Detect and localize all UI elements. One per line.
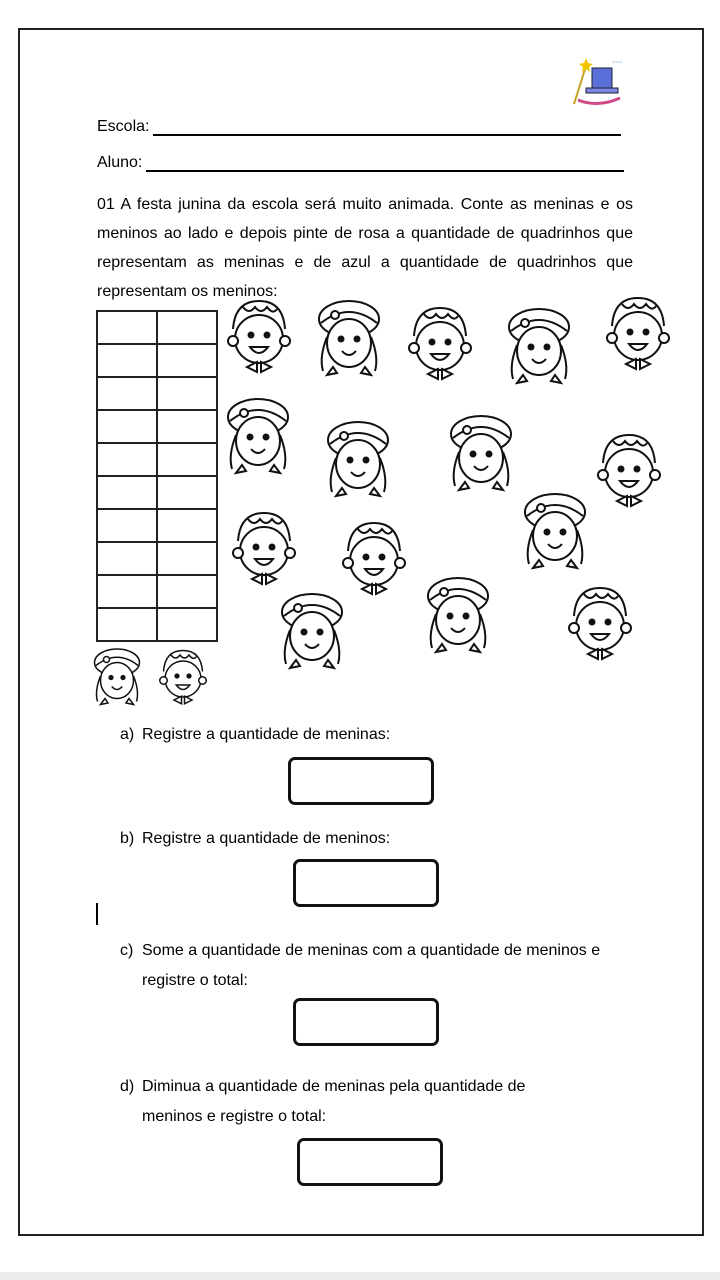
- item-d-marker: d): [120, 1078, 135, 1095]
- item-b-text: Registre a quantidade de meninos:: [142, 830, 391, 847]
- item-d: [120, 1072, 640, 1136]
- item-c-text: Some a quantidade de meninas com a quantidade de meninos e registre o total:: [142, 942, 601, 989]
- item-c-marker: c): [120, 942, 134, 959]
- girl-face-icon: [95, 649, 140, 705]
- item-b-marker: b): [120, 830, 135, 847]
- girl-face-icon: [509, 309, 569, 383]
- boy-face-icon: [569, 588, 631, 659]
- girl-face-icon: [525, 494, 585, 568]
- boy-face-icon: [607, 298, 669, 369]
- answer-box-a[interactable]: [288, 757, 434, 805]
- girl-face-icon: [328, 422, 388, 496]
- text-cursor: [96, 903, 98, 925]
- svg-text:~~~: ~~~: [612, 60, 623, 66]
- school-label: Escola:: [97, 118, 150, 135]
- girl-face-icon: [319, 301, 379, 375]
- item-b: [120, 824, 640, 856]
- answer-box-b[interactable]: [293, 859, 439, 907]
- boy-face-icon: [343, 523, 405, 594]
- item-a-text: Registre a quantidade de meninas:: [142, 726, 391, 743]
- item-a: [120, 720, 640, 752]
- worksheet-page: [18, 28, 704, 1236]
- boy-face-icon: [233, 513, 295, 584]
- question-text: 01 A festa junina da escola será muito animada. Conte as meninas e os meninos ao lado e depois pinte de rosa a quantidade de quadrinhos que representam as meninas e de azul a quantidade de quadrinhos que representam os meninos:: [97, 196, 633, 300]
- answer-box-c[interactable]: [293, 998, 439, 1046]
- boy-face-icon: [228, 301, 290, 372]
- girl-face-icon: [451, 416, 511, 490]
- boy-face-icon: [598, 435, 660, 506]
- girl-face-icon: [282, 594, 342, 668]
- student-label: Aluno:: [97, 154, 143, 171]
- faces-illustration: [20, 30, 706, 730]
- boy-face-icon: [160, 651, 207, 704]
- item-d-text: Diminua a quantidade de meninas pela quantidade de meninos e registre o total:: [142, 1078, 526, 1125]
- bottom-bar: [0, 1272, 720, 1280]
- girl-face-icon: [228, 399, 288, 473]
- boy-face-icon: [409, 308, 471, 379]
- item-c: [120, 936, 640, 1000]
- girl-face-icon: [428, 578, 488, 652]
- answer-box-d[interactable]: [297, 1138, 443, 1186]
- item-a-marker: a): [120, 726, 135, 743]
